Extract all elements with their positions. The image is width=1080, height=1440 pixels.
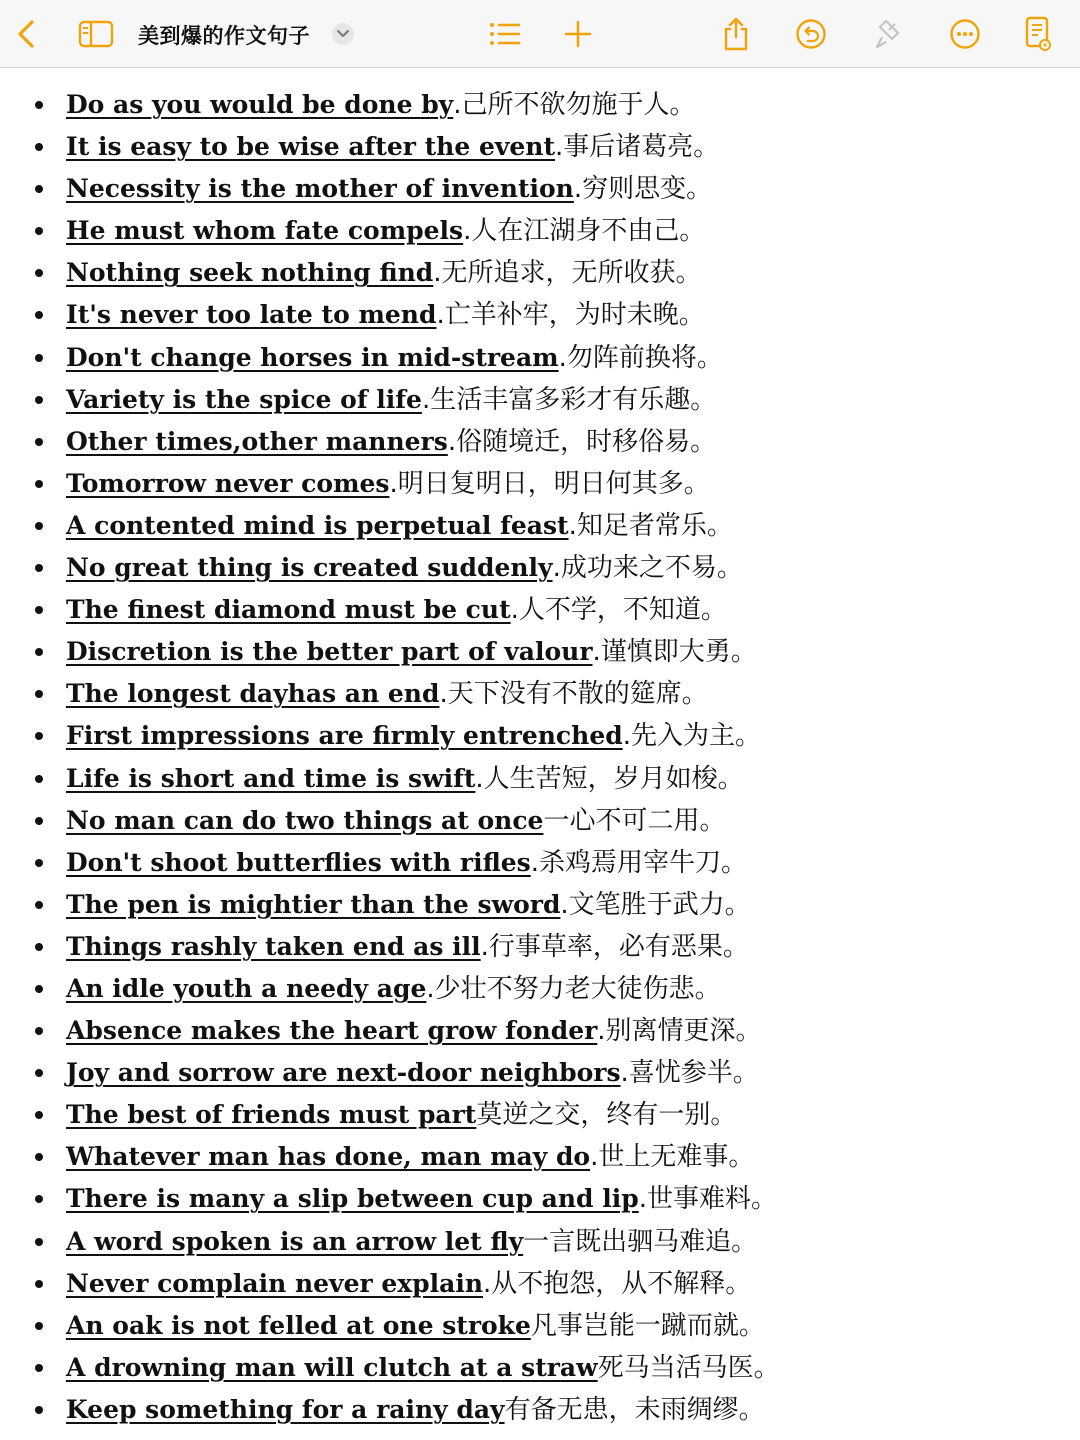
chinese-translation: .天下没有不散的筵席。 [439,679,708,710]
bullet-point [35,1027,43,1035]
english-proverb: An idle youth a needy age [66,973,427,1003]
chinese-translation: .杀鸡焉用宰牛刀。 [530,847,748,878]
bullet-point [35,522,43,530]
chinese-translation: .从不抱怨，从不解释。 [483,1268,752,1299]
back-icon [14,19,38,49]
chevron-down-icon [337,30,349,38]
list-item[interactable] [0,1094,1080,1136]
document-options-button[interactable] [1018,14,1058,54]
list-item[interactable] [0,1221,1080,1263]
english-proverb: Never complain never explain [66,1268,484,1298]
english-proverb: Absence makes the heart grow fonder [66,1016,598,1046]
bullet-point [35,1322,43,1330]
chinese-translation: .世事难料。 [638,1184,777,1215]
top-toolbar [0,0,1080,68]
english-proverb: Tomorrow never comes [66,468,390,498]
list-item[interactable] [0,1136,1080,1178]
bullet-point [35,396,43,404]
bullet-point [35,985,43,993]
list-item[interactable] [0,715,1080,757]
english-proverb: Things rashly taken end as ill [66,931,481,961]
bullet-point [35,817,43,825]
bullet-point [35,1238,43,1246]
share-button[interactable] [716,14,756,54]
add-button[interactable] [558,14,598,54]
list-item[interactable] [0,1178,1080,1220]
chinese-translation: 莫逆之交，终有一别。 [476,1100,737,1131]
english-proverb: Nothing seek nothing find [66,258,434,288]
chinese-translation: .生活丰富多彩才有乐趣。 [421,384,717,415]
bullet-point [35,732,43,740]
list-item[interactable] [0,1389,1080,1431]
chinese-translation: 一言既出驷马难追。 [523,1226,758,1257]
chinese-translation: .世上无难事。 [590,1142,755,1173]
english-proverb: An oak is not felled at one stroke [66,1310,531,1340]
bullet-point [35,648,43,656]
english-proverb: Keep something for a rainy day [66,1394,505,1424]
list-item[interactable] [0,1010,1080,1052]
sidebar-icon [78,20,114,48]
bullet-point [35,269,43,277]
list-item[interactable] [0,505,1080,547]
list-item[interactable] [0,168,1080,210]
chinese-translation: .俗随境迁，时移俗易。 [447,426,717,457]
english-proverb: No great thing is created suddenly [66,553,553,583]
chinese-translation: .少壮不努力老大徒伤悲。 [426,973,721,1004]
english-proverb: Don't change horses in mid-stream [66,342,559,372]
bullet-point [35,143,43,151]
chinese-translation: .勿阵前换将。 [558,342,723,373]
list-item[interactable] [0,547,1080,589]
english-proverb: The longest dayhas an end [66,679,440,709]
english-proverb: Don't shoot butterflies with rifles [66,847,531,877]
bullet-point [35,859,43,867]
bullet-point [35,564,43,572]
chinese-translation: .喜忧参半。 [620,1058,759,1089]
chinese-translation: 凡事岂能一蹴而就。 [530,1310,765,1341]
plus-icon [564,20,592,48]
english-proverb: A drowning man will clutch at a straw [66,1352,598,1382]
brush-icon [872,17,904,51]
list-item[interactable] [0,252,1080,294]
chinese-translation: 一心不可二用。 [543,805,726,836]
english-proverb: Variety is the spice of life [66,384,422,414]
chinese-translation: .先入为主。 [622,721,761,752]
list-item[interactable] [0,968,1080,1010]
list-item[interactable] [0,758,1080,800]
bullet-point [35,1280,43,1288]
chinese-translation: 死马当活马医。 [597,1352,780,1383]
undo-icon [795,18,827,50]
bullet-point [35,1111,43,1119]
english-proverb: No man can do two things at once [66,805,544,835]
bullet-point [35,227,43,235]
list-icon [488,21,522,47]
more-icon [949,18,981,50]
list-item[interactable] [0,1052,1080,1094]
bullet-point [35,438,43,446]
english-proverb: The finest diamond must be cut [66,595,511,625]
chinese-translation: 有备无患，未雨绸缪。 [504,1394,765,1425]
english-proverb: Life is short and time is swift [66,763,476,793]
list-item[interactable] [0,884,1080,926]
chinese-translation: .谨慎即大勇。 [592,637,757,668]
chinese-translation: .亡羊补牢，为时未晚。 [436,300,705,331]
english-proverb: A word spoken is an arrow let fly [66,1226,524,1256]
chinese-translation: .己所不欲勿施于人。 [453,90,696,120]
bullet-point [35,1364,43,1372]
list-item[interactable] [0,673,1080,715]
english-proverb: There is many a slip between cup and lip [66,1184,639,1214]
list-item[interactable] [0,926,1080,968]
bullet-point [35,1195,43,1203]
more-button[interactable] [945,14,985,54]
chinese-translation: .穷则思变。 [573,174,713,205]
sidebar-toggle-button[interactable] [76,14,116,54]
bullet-point [35,1069,43,1077]
chinese-translation: .知足者常乐。 [568,510,733,541]
list-item[interactable] [0,631,1080,673]
chinese-translation: .文笔胜于武力。 [560,889,751,920]
chinese-translation: .人生苦短，岁月如梭。 [475,763,744,794]
bullet-point [35,185,43,193]
chinese-translation: .行事草率，必有恶果。 [480,931,749,962]
english-proverb: Do as you would be done by [66,90,454,119]
format-brush-button[interactable] [868,14,908,54]
bullet-point [35,480,43,488]
bullet-point [35,311,43,319]
english-proverb: Discretion is the better part of valour [66,637,593,667]
bullet-point [35,943,43,951]
list-item[interactable] [0,210,1080,252]
list-item[interactable] [0,842,1080,884]
english-proverb: A contented mind is perpetual feast [66,510,569,540]
list-item[interactable] [0,379,1080,421]
english-proverb: The best of friends must part [66,1100,477,1130]
bullet-point [35,1153,43,1161]
chinese-translation: .明日复明日，明日何其多。 [389,468,710,499]
english-proverb: The pen is mightier than the sword [66,889,561,919]
english-proverb: It's never too late to mend [66,300,437,330]
chinese-translation: .别离情更深。 [597,1016,762,1047]
english-proverb: Whatever man has done, man may do [66,1142,591,1172]
chinese-translation: .成功来之不易。 [552,553,743,584]
list-item[interactable] [0,800,1080,842]
list-item[interactable] [0,1263,1080,1305]
list-item[interactable] [0,1347,1080,1389]
list-item[interactable] [0,589,1080,631]
back-button[interactable] [6,14,46,54]
document-title[interactable]: 美到爆的作文句子 [138,24,310,48]
list-item[interactable] [0,421,1080,463]
list-item[interactable] [0,463,1080,505]
list-item[interactable] [0,337,1080,379]
bullet-point [35,101,43,109]
list-item[interactable] [0,84,1080,126]
bullet-point [35,901,43,909]
list-item[interactable] [0,1305,1080,1347]
chinese-translation: .人不学，不知道。 [510,595,727,626]
list-item[interactable] [0,126,1080,168]
chinese-translation: .无所追求，无所收获。 [433,258,702,289]
english-proverb: Other times,other manners [66,426,448,456]
list-button[interactable] [485,14,525,54]
bullet-point [35,606,43,614]
english-proverb: It is easy to be wise after the event [66,132,556,162]
bullet-point [35,354,43,362]
undo-button[interactable] [791,14,831,54]
list-item[interactable] [0,294,1080,336]
chinese-translation: .事后诸葛亮。 [555,132,720,163]
bullet-point [35,1406,43,1414]
english-proverb: Joy and sorrow are next-door neighbors [66,1058,621,1088]
share-icon [722,17,750,51]
proverb-list [0,84,1080,1431]
document-icon [1023,16,1053,52]
bullet-point [35,775,43,783]
english-proverb: First impressions are firmly entrenched [66,721,623,751]
title-menu-button[interactable] [332,23,354,45]
english-proverb: Necessity is the mother of invention [66,174,574,204]
document-body[interactable] [0,84,1080,1431]
bullet-point [35,690,43,698]
english-proverb: He must whom fate compels [66,216,464,246]
chinese-translation: .人在江湖身不由己。 [463,216,706,247]
